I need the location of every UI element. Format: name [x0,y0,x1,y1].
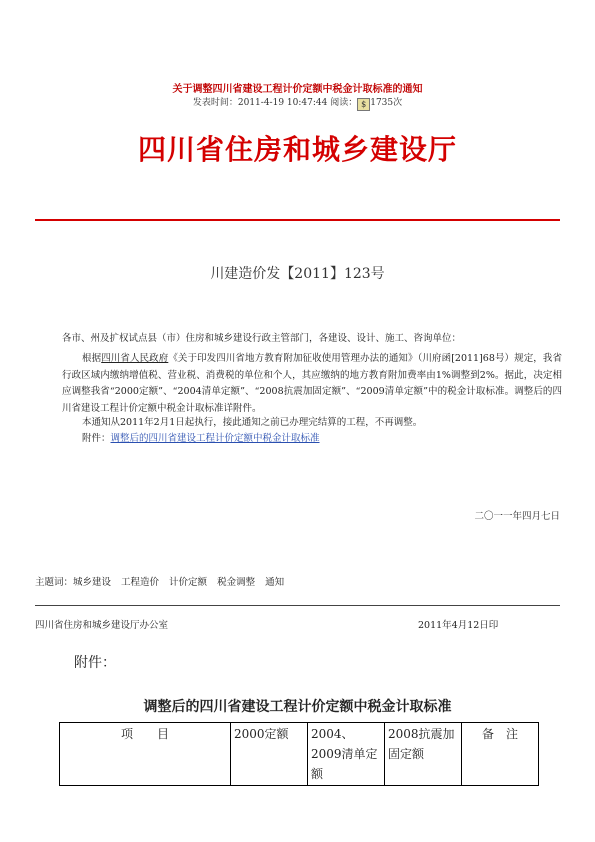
keyword: 工程造价 [121,577,160,588]
letterhead-red-rule [35,219,560,221]
published-time: 2011-4-19 10:47:44 [237,98,328,108]
salutation: 各市、州及扩权试点县（市）住房和城乡建设行政主管部门，各建设、设计、施工、咨询单位： [62,333,462,344]
views-count: 1735 [370,98,394,108]
body-paragraph [62,351,562,417]
views-counter-icon: $ [357,98,370,111]
publish-meta [0,95,595,111]
attachment-heading-label: 附件： [74,655,116,671]
body-rest: 《关于印发四川省地方教育附加征收使用管理办法的通知》（川府函[2011]68号）规定，我省行政区域内缴纳增值税、营业税、消费税的单位和个人，其应缴纳的地方教育附加费率由1%调整到2%。据此，决定相应调整我省“2000定额”、“2004清单定额”、“2008抗震加固定额”、“2009清单定额”中的税金计取标准。调整后的四川省建设工程计价定额中税金计取标准详附件。 [62,353,562,414]
sign-date: 二〇一一年四月七日 [474,511,560,522]
table-header-cell: 备 注 [462,723,539,786]
keyword: 税金调整 [217,577,256,588]
effective-date-paragraph: 本通知从2011年2月1日起执行，接此通知之前已办理完结算的工程，不再调整。 [82,417,423,428]
footer-rule [35,605,560,606]
table-header-row [60,723,539,786]
views-unit: 次 [393,98,403,108]
keyword: 通知 [265,577,285,588]
table-header-cell: 2008抗震加固定额 [385,723,462,786]
views-label: 阅读： [330,98,358,108]
attachment-link[interactable]: 调整后的四川省建设工程计价定额中税金计取标准 [110,433,320,444]
keywords-line [35,574,294,588]
attachment-line [62,431,562,448]
attachment-table-title: 调整后的四川省建设工程计价定额中税金计取标准 [143,699,452,715]
keyword: 计价定额 [169,577,208,588]
letterhead-org-name: 四川省住房和城乡建设厅 [137,133,457,166]
issuing-office: 四川省住房和城乡建设厅办公室 [35,620,169,631]
table-header-cell: 项 目 [60,723,231,786]
table-header-cell: 2000定额 [231,723,308,786]
print-date: 2011年4月12日印 [418,620,499,631]
keywords-label: 主题词： [35,577,74,588]
attachment-label: 附件： [82,433,111,444]
provincial-government-text: 四川省人民政府 [101,353,169,364]
notice-title: 关于调整四川省建设工程计价定额中税金计取标准的通知 [172,84,423,95]
keyword: 城乡建设 [73,577,112,588]
document-number: 川建造价发【2011】123号 [210,266,385,282]
tax-standard-table [59,722,539,786]
published-label: 发表时间： [192,98,238,108]
table-header-cell: 2004、2009清单定额 [308,723,385,786]
body-prefix: 根据 [82,353,102,364]
